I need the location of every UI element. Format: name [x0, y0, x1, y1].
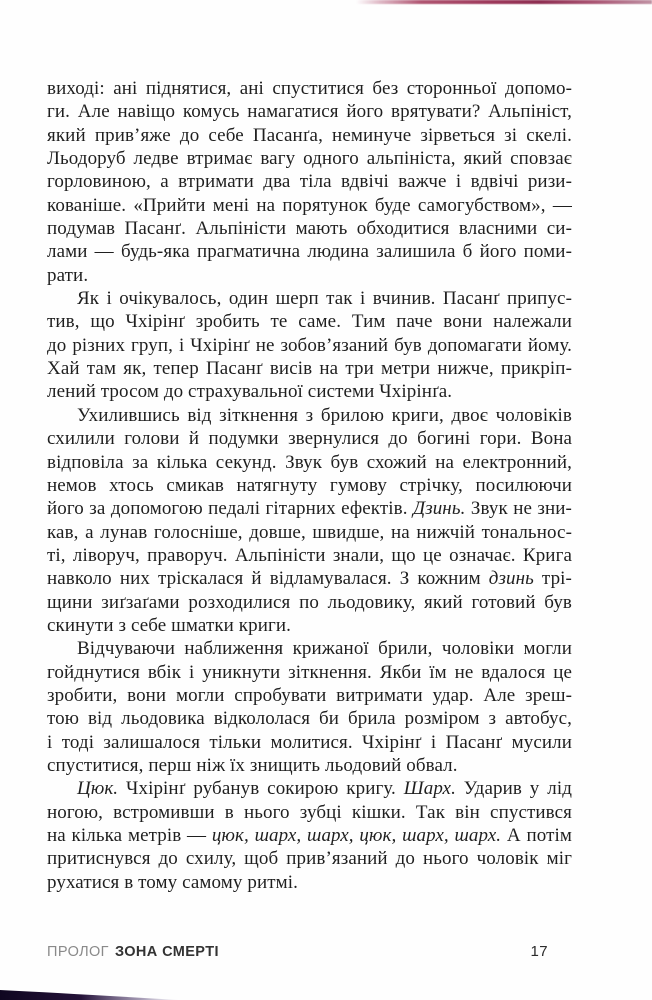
- text-line: [47, 264, 572, 287]
- body-text: притиснувся до схилу, щоб прив’язаний до нього чоловік міг: [47, 848, 572, 870]
- text-line: [47, 731, 572, 754]
- text-line: [47, 637, 572, 660]
- body-text: Хай там як, тепер Пасанґ висів на три метри нижче, прикріп-: [47, 358, 572, 380]
- footer-section-label: ПРОЛОГ: [47, 944, 109, 960]
- text-line: [47, 334, 572, 357]
- body-text: тив, що Чхірінґ зробить те саме. Тим паче вони належали: [47, 311, 572, 333]
- paragraph: [47, 404, 572, 637]
- text-line: [47, 170, 572, 193]
- running-footer: [47, 943, 548, 960]
- text-line: [47, 871, 572, 894]
- text-line: [47, 404, 572, 427]
- body-text: на кілька метрів —: [47, 825, 212, 846]
- body-text: ногою, встромивши в нього зубці кішки. Так він спустився: [47, 801, 572, 823]
- body-text: немов хтось смикав натягнуту гумову стрічку, посилюючи: [47, 474, 572, 496]
- text-line: [47, 777, 572, 800]
- body-text: до різних груп, і Чхірінґ не зобов’язаний був допомагати йому.: [47, 334, 572, 356]
- italic-text: дзинь: [488, 568, 534, 590]
- paragraph: [47, 287, 572, 404]
- body-text: його за допомогою педалі гітарних ефектів.: [47, 498, 413, 520]
- paragraph: [47, 77, 572, 287]
- text-line: [47, 684, 572, 707]
- text-line: [47, 357, 572, 380]
- body-text: схилили голови й подумки звернулися до богині гори. Вона: [47, 428, 572, 450]
- body-text: А потім: [501, 825, 572, 846]
- body-text: кованіше. «Прийти мені на порятунок буде самогубством», —: [47, 194, 572, 216]
- text-line: [47, 124, 572, 147]
- body-text: лений тросом до страхувальної системи Чхірінґа.: [47, 381, 453, 403]
- text-line: [47, 77, 572, 100]
- footer-left: [47, 944, 219, 960]
- body-text: ги. Але навіщо комусь намагатися його врятувати? Альпініст,: [47, 101, 572, 123]
- text-line: [47, 100, 572, 123]
- text-line: [47, 591, 572, 614]
- body-text: ті, ліворуч, праворуч. Альпіністи знали, що це означає. Крига: [47, 544, 572, 566]
- paragraph: [47, 637, 572, 777]
- text-line: [47, 217, 572, 240]
- text-line: [47, 544, 572, 567]
- page-number: 17: [530, 943, 548, 960]
- body-text: виході: ані піднятися, ані спуститися без сторонньої допомо-: [47, 78, 572, 99]
- body-text: відповіла за кілька секунд. Звук був схожий на електронний,: [47, 451, 572, 473]
- footer-chapter-label: ЗОНА СМЕРТІ: [114, 944, 219, 960]
- body-text: Чхірінґ рубанув сокирою кригу.: [118, 778, 404, 800]
- text-line: [47, 147, 572, 170]
- text-block: [47, 77, 572, 894]
- text-line: [47, 847, 572, 870]
- text-line: [47, 310, 572, 333]
- body-text: скинути з себе шматки криги.: [47, 614, 292, 636]
- text-line: [47, 707, 572, 730]
- body-text: тою від льодовика відкололася би брила розміром з автобус,: [47, 708, 572, 730]
- page-corner-shadow: [0, 988, 180, 1000]
- italic-text: Дзинь.: [413, 498, 466, 520]
- text-line: [47, 801, 572, 824]
- cover-edge-strip: [356, 0, 652, 4]
- text-line: [47, 824, 572, 847]
- body-text: який прив’яже до себе Пасанґа, неминуче зірветься зі скелі.: [47, 124, 572, 146]
- body-text: горловиною, а втримати два тіла вдвічі важче і вдвічі ризи-: [47, 171, 572, 193]
- text-line: [47, 497, 572, 520]
- text-line: [47, 240, 572, 263]
- body-text: лами — будь-яка прагматична людина залишила б його поми-: [47, 241, 572, 263]
- body-text: Ударив у лід: [455, 778, 573, 800]
- italic-text: Шарх.: [403, 778, 456, 800]
- body-text: і тоді залишалося тільки молитися. Чхірінґ і Пасанґ мусили: [47, 731, 572, 753]
- body-text: зробити, вони могли спробувати витримати удар. Але зреш-: [47, 684, 572, 706]
- text-line: [47, 427, 572, 450]
- body-text: подумав Пасанґ. Альпіністи мають обходитися власними си-: [47, 218, 572, 240]
- body-text: Ухилившись від зіткнення з брилою криги, двоє чоловіків: [77, 404, 572, 426]
- body-text: гойднутися вбік і уникнути зіткнення. Якби їм не вдалося це: [47, 661, 572, 683]
- body-text: Льодоруб ледве втримає вагу одного альпініста, який сповзає: [47, 148, 572, 170]
- body-text: спуститися, перш ніж їх знищить льодовий обвал.: [47, 754, 458, 776]
- text-line: [47, 661, 572, 684]
- body-text: кав, а лунав голосніше, довше, швидше, на нижчій тональнос-: [47, 521, 572, 543]
- text-line: [47, 451, 572, 474]
- text-line: [47, 567, 572, 590]
- paragraph: [47, 777, 572, 894]
- body-text: рухатися в тому самому ритмі.: [47, 871, 298, 893]
- text-line: [47, 521, 572, 544]
- body-text: трі-: [533, 568, 572, 590]
- text-line: [47, 380, 572, 403]
- body-text: Звук не зни-: [465, 498, 572, 520]
- body-text: Відчуваючи наближення крижаної брили, чоловіки могли: [77, 638, 572, 660]
- body-text: Як і очікувалось, один шерп так і вчинив. Пасанґ припус-: [77, 288, 572, 310]
- text-line: [47, 287, 572, 310]
- italic-text: Цюк.: [77, 778, 119, 800]
- body-text: навколо них тріскалася й відламувалася. З кожним: [47, 568, 489, 590]
- body-text: рати.: [47, 264, 89, 286]
- text-line: [47, 754, 572, 777]
- italic-text: цюк, шарх, шарх, цюк, шарх, шарх.: [211, 825, 502, 846]
- text-line: [47, 614, 572, 637]
- text-line: [47, 474, 572, 497]
- body-text: щини зиґзаґами розходилися по льодовику, який готовий був: [47, 591, 572, 613]
- text-line: [47, 194, 572, 217]
